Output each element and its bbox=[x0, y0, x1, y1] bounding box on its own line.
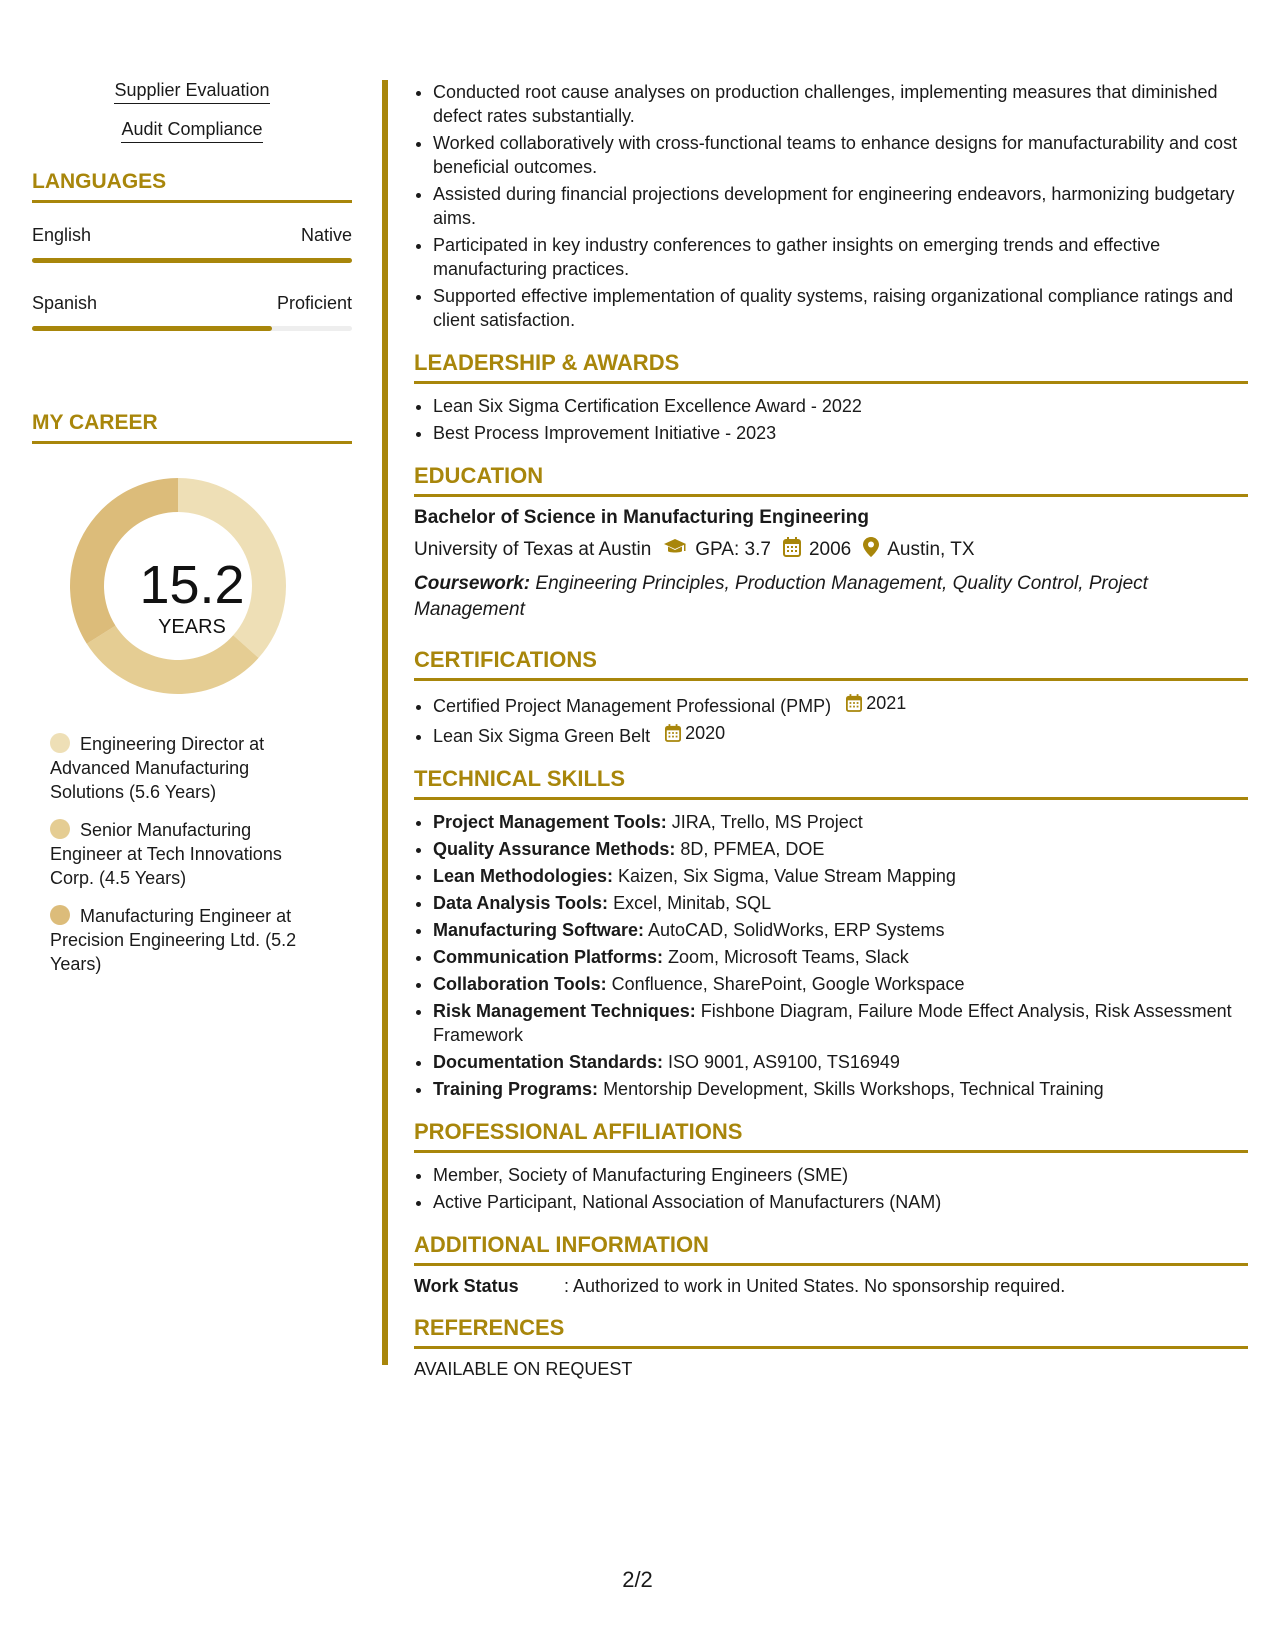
column-divider bbox=[382, 80, 388, 1365]
education-coursework bbox=[414, 571, 1248, 623]
list-item: • Manufacturing Software: AutoCAD, SolidWorks, ERP Systems bbox=[433, 918, 1248, 942]
work-status-label: Work Status bbox=[414, 1276, 519, 1296]
coursework-label: Coursework: bbox=[414, 573, 531, 594]
leadership-heading: LEADERSHIP & AWARDS bbox=[414, 350, 1248, 384]
list-item: • Quality Assurance Methods: 8D, PFMEA, DOE bbox=[433, 837, 1248, 861]
language-bar bbox=[32, 326, 352, 331]
career-donut bbox=[32, 464, 352, 704]
list-item: • Lean Six Sigma Certification Excellence Award - 2022 bbox=[433, 394, 1248, 418]
legend-dot-icon bbox=[50, 905, 70, 925]
list-item: • Worked collaboratively with cross-functional teams to enhance designs for manufacturability and cost beneficial outcomes. bbox=[433, 131, 1248, 179]
list-item: • Certified Project Management Professional (PMP) 2021 bbox=[433, 691, 1248, 718]
education-heading: EDUCATION bbox=[414, 463, 1248, 497]
additional-info-heading: ADDITIONAL INFORMATION bbox=[414, 1232, 1248, 1266]
affiliations-heading: PROFESSIONAL AFFILIATIONS bbox=[414, 1119, 1248, 1153]
list-item: • Best Process Improvement Initiative - 2023 bbox=[433, 421, 1248, 445]
legend-dot-icon bbox=[50, 819, 70, 839]
language-item bbox=[32, 293, 352, 331]
references-heading: REFERENCES bbox=[414, 1315, 1248, 1349]
education-gpa: GPA: 3.7 bbox=[695, 539, 771, 560]
calendar-icon bbox=[783, 537, 801, 563]
career-legend-item: Senior Manufacturing Engineer at Tech Innovations Corp. (4.5 Years) bbox=[50, 820, 282, 888]
references-text: AVAILABLE ON REQUEST bbox=[414, 1359, 633, 1379]
career-legend-item: Engineering Director at Advanced Manufacturing Solutions (5.6 Years) bbox=[50, 734, 265, 802]
coursework-text: Engineering Principles, Production Management, Quality Control, Project Management bbox=[414, 573, 1148, 620]
left-column bbox=[32, 80, 352, 990]
certifications-heading: CERTIFICATIONS bbox=[414, 647, 1248, 681]
right-column bbox=[414, 80, 1248, 1380]
list-item: • Project Management Tools: JIRA, Trello, MS Project bbox=[433, 810, 1248, 834]
language-level: Native bbox=[300, 225, 352, 245]
language-bar-fill bbox=[32, 326, 272, 331]
list-item: • Lean Methodologies: Kaizen, Six Sigma, Value Stream Mapping bbox=[433, 864, 1248, 888]
list-item: • Member, Society of Manufacturing Engineers (SME) bbox=[433, 1163, 1248, 1187]
list-item: • Collaboration Tools: Confluence, SharePoint, Google Workspace bbox=[433, 972, 1248, 996]
technical-skills-heading: TECHNICAL SKILLS bbox=[414, 766, 1248, 800]
graduation-cap-icon bbox=[663, 538, 687, 562]
education-year: 2006 bbox=[808, 539, 852, 560]
work-status-value: : Authorized to work in United States. No sponsorship required. bbox=[564, 1276, 1066, 1296]
career-legend-item: Manufacturing Engineer at Precision Engineering Ltd. (5.2 Years) bbox=[50, 906, 297, 974]
experience-bullets bbox=[414, 80, 1248, 332]
skill-tag: Supplier Evaluation bbox=[32, 80, 352, 101]
list-item: • Supported effective implementation of quality systems, raising organizational compliance ratings and client satisfaction. bbox=[433, 284, 1248, 332]
affiliations-list bbox=[414, 1163, 1248, 1214]
education-location: Austin, TX bbox=[887, 539, 975, 560]
list-item: • Documentation Standards: ISO 9001, AS9100, TS16949 bbox=[433, 1050, 1248, 1074]
language-level: Proficient bbox=[276, 293, 352, 313]
career-legend bbox=[32, 732, 352, 976]
languages-heading: LANGUAGES bbox=[32, 170, 352, 203]
location-pin-icon bbox=[863, 537, 879, 563]
leadership-list bbox=[414, 394, 1248, 445]
legend-dot-icon bbox=[50, 733, 70, 753]
work-status-row bbox=[414, 1276, 1248, 1297]
list-item: • Training Programs: Mentorship Development, Skills Workshops, Technical Training bbox=[433, 1077, 1248, 1101]
language-item bbox=[32, 225, 352, 263]
technical-skills-list bbox=[414, 810, 1248, 1101]
list-item: • Conducted root cause analyses on production challenges, implementing measures that diminished defect rates substantially. bbox=[433, 80, 1248, 128]
language-bar-fill bbox=[32, 258, 352, 263]
list-item: • Lean Six Sigma Green Belt 2020 bbox=[433, 721, 1248, 748]
education-details bbox=[414, 537, 1248, 563]
language-name: English bbox=[32, 225, 92, 245]
language-name: Spanish bbox=[32, 293, 98, 313]
list-item: • Participated in key industry conferences to gather insights on emerging trends and effective manufacturing practices. bbox=[433, 233, 1248, 281]
list-item: • Active Participant, National Association of Manufacturers (NAM) bbox=[433, 1190, 1248, 1214]
list-item: • Risk Management Techniques: Fishbone Diagram, Failure Mode Effect Analysis, Risk Assessment Framework bbox=[433, 999, 1248, 1047]
page-number: 2/2 bbox=[622, 1567, 653, 1592]
career-heading: MY CAREER bbox=[32, 411, 352, 444]
skill-tag: Audit Compliance bbox=[32, 119, 352, 140]
education-degree: Bachelor of Science in Manufacturing Engineering bbox=[414, 507, 870, 528]
career-total: 15.2 bbox=[139, 555, 245, 615]
career-unit: YEARS bbox=[158, 616, 226, 638]
list-item: • Assisted during financial projections development for engineering endeavors, harmonizing budgetary aims. bbox=[433, 182, 1248, 230]
list-item: • Data Analysis Tools: Excel, Minitab, SQL bbox=[433, 891, 1248, 915]
calendar-icon bbox=[846, 694, 862, 712]
education-school: University of Texas at Austin bbox=[414, 539, 652, 560]
language-bar bbox=[32, 258, 352, 263]
list-item: • Communication Platforms: Zoom, Microsoft Teams, Slack bbox=[433, 945, 1248, 969]
certifications-list bbox=[414, 691, 1248, 748]
calendar-icon bbox=[665, 724, 681, 742]
